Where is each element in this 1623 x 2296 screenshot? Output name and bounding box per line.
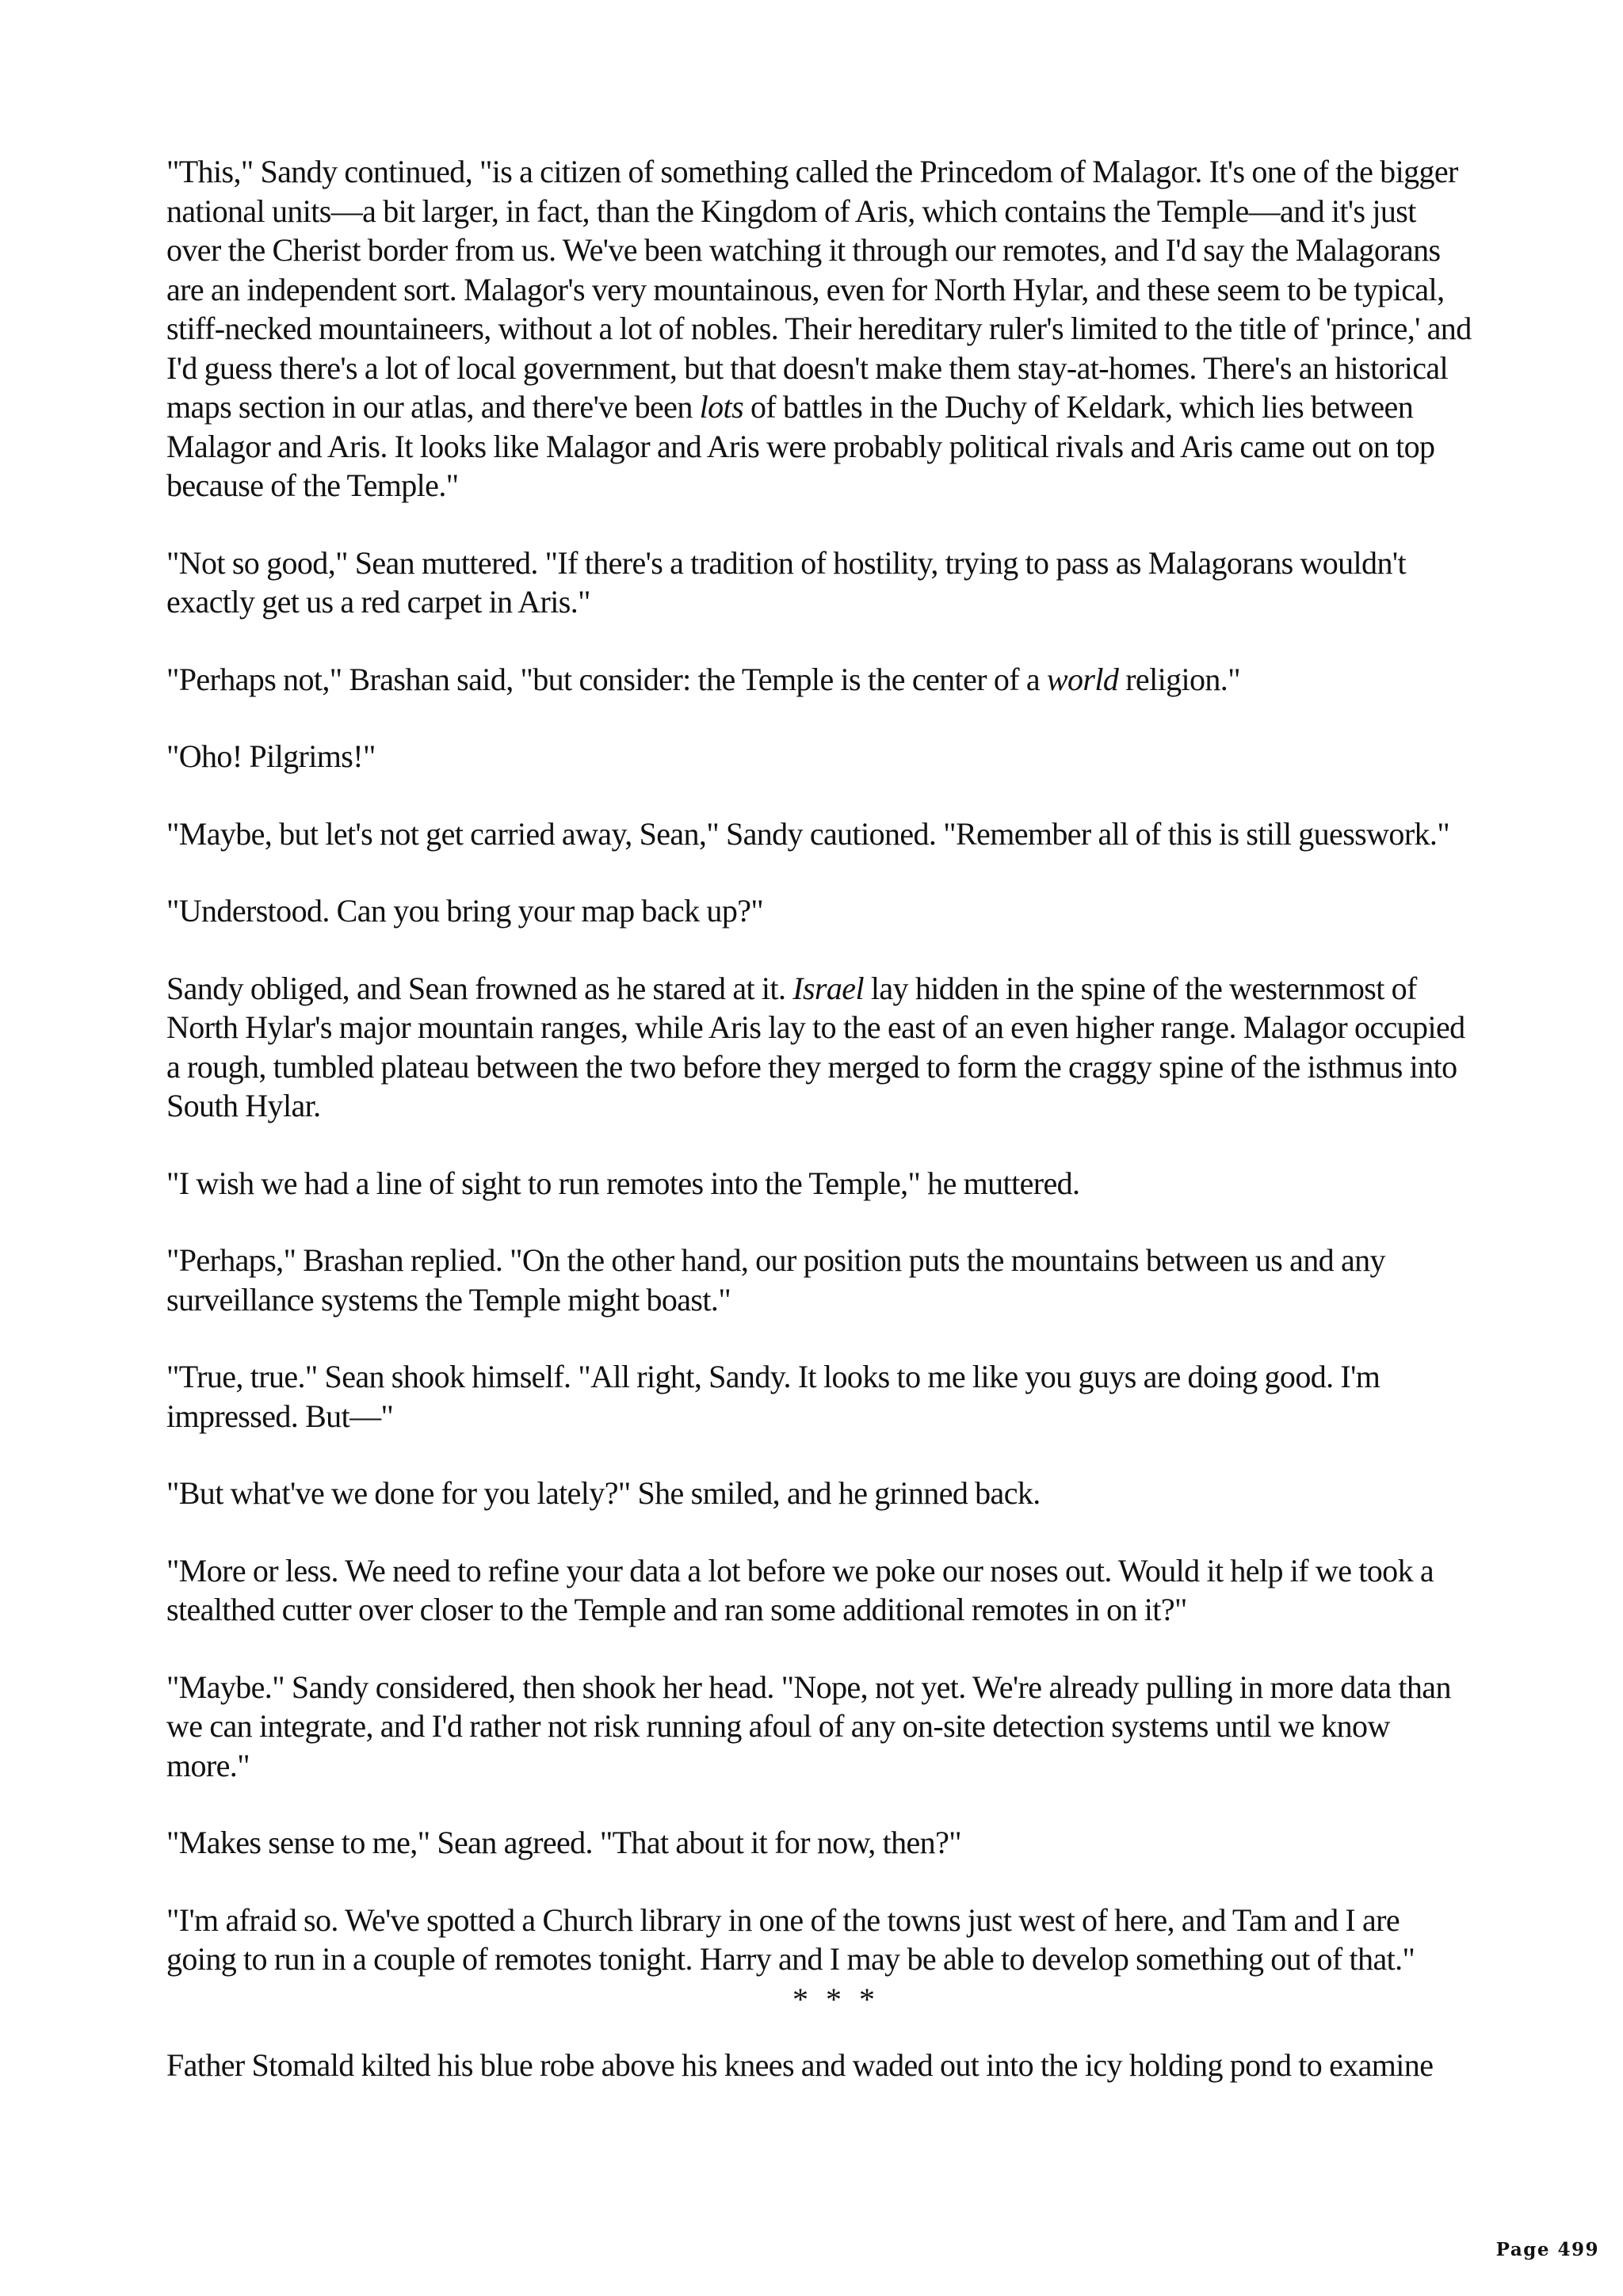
paragraph-text: "I'm afraid so. We've spotted a Church library in one of the towns just west of here, and Tam and I are going to run in a couple of remotes tonight. Harry and I may be able to develop something out of that." [166,1901,1415,1977]
paragraph [166,1474,1474,1513]
paragraph-text: "Maybe, but let's not get carried away, Sean," Sandy cautioned. "Remember all of this is still guesswork." [166,815,1450,852]
paragraph-text: "Not so good," Sean muttered. "If there's a tradition of hostility, trying to pass as Malagorans wouldn't exactly get us a red carpet in Aris." [166,544,1406,620]
paragraph [166,814,1474,854]
paragraph [166,1164,1474,1203]
paragraph-text: lay hidden in the spine of the westernmost of North Hylar's major mountain ranges, while Aris lay to the east of an even higher range. Malagor occupied a rough, tumbled plateau between the two before they merged to form the craggy spine of the isthmus into South Hylar. [166,970,1465,1123]
final-paragraph: Father Stomald kilted his blue robe above his knees and waded out into the icy holding pond to examine [166,2046,1434,2083]
scene-break: * * * [792,1981,880,2017]
paragraph [166,891,1474,931]
paragraph [166,1668,1474,1786]
paragraph [166,1551,1474,1630]
paragraph [166,969,1474,1126]
paragraph-text: "Makes sense to me," Sean agreed. "That about it for now, then?" [166,1825,961,1860]
paragraph-text: of battles in the Duchy of Keldark, which lies between Malagor and Aris. It looks like Malagor and Aris were probably political rivals and Aris came out on top because of the Temple." [166,389,1435,503]
italic-text: lots [699,389,744,425]
paragraph-text: religion." [1118,661,1240,697]
paragraph [166,543,1474,622]
page-number: Page 499 [1495,2239,1599,2260]
paragraph-text: "This," Sandy continued, "is a citizen of something called the Princedom of Malagor. It's one of the bigger national units—a bit larger, in fact, than the Kingdom of Aris, which contains the Temple—and it's just over the Cherist border from us. We've been watching it through our remotes, and I'd say the Malagorans are an independent sort. Malagor's very mountainous, even for North Hylar, and these seem to be typical, stiff-necked mountaineers, without a lot of nobles. Their hereditary ruler's limited to the title of 'prince,' and I'd guess there's a lot of local government, but that doesn't make them stay-at-homes. There's an historical maps section in our atlas, and there've been [166,154,1472,425]
page-body [166,152,1474,2084]
paragraph-text: "Perhaps not," Brashan said, "but consider: the Temple is the center of a [166,661,1047,697]
paragraph-text: "I wish we had a line of sight to run remotes into the Temple," he muttered. [166,1165,1080,1201]
paragraph-list [166,152,1474,1979]
paragraph-text: Sandy obliged, and Sean frowned as he stared at it. [166,970,793,1006]
paragraph [166,1823,1474,1863]
italic-text: world [1046,661,1119,697]
paragraph-text: "True, true." Sean shook himself. "All right, Sandy. It looks to me like you guys are doing good. I'm impressed. But—" [166,1359,1381,1434]
paragraph [166,1357,1474,1436]
paragraph [166,1901,1474,1979]
paragraph [166,660,1474,700]
italic-text: Israel [792,970,864,1006]
paragraph-text: "Maybe." Sandy considered, then shook her head. "Nope, not yet. We're already pulling in more data than we can integrate, and I'd rather not risk running afoul of any on-site detection systems until we know more." [166,1669,1451,1783]
paragraph-text: "Oho! Pilgrims!" [166,738,376,774]
paragraph-text: "Perhaps," Brashan replied. "On the other hand, our position puts the mountains between us and any surveillance systems the Temple might boast." [166,1242,1385,1318]
paragraph-text: "But what've we done for you lately?" She smiled, and he grinned back. [166,1475,1041,1511]
paragraph-text: "More or less. We need to refine your data a lot before we poke our noses out. Would it help if we took a stealthed cutter over closer to the Temple and ran some additional remotes in on it?" [166,1552,1434,1627]
paragraph-text: "Understood. Can you bring your map back up?" [166,893,764,929]
paragraph [166,152,1474,505]
paragraph [166,1241,1474,1319]
paragraph [166,737,1474,776]
